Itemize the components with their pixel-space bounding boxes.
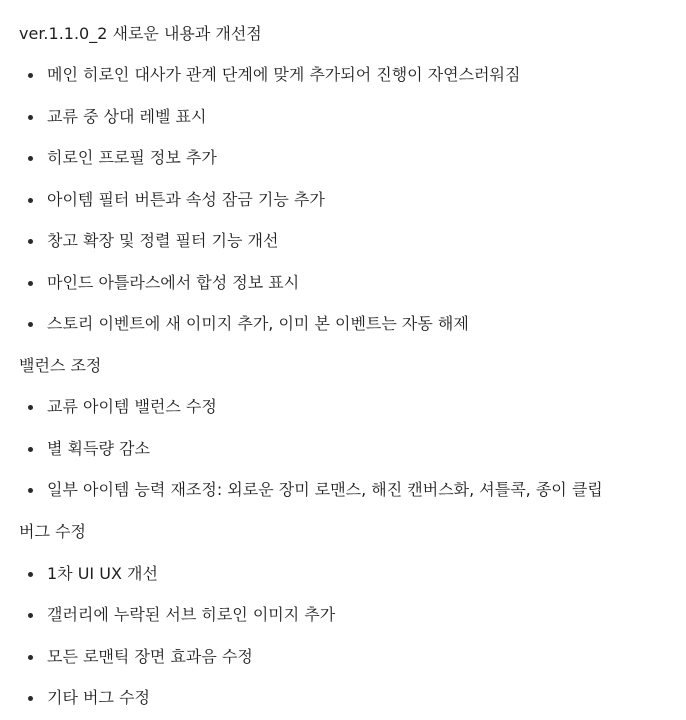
list-item [28,107,206,127]
list-item [28,273,299,293]
list-item [28,314,469,334]
section-heading-new-features: ver.1.1.0_2 새로운 내용과 개선점 [19,24,262,43]
list-item [28,647,253,667]
list-item [28,190,325,210]
bullet-icon [28,696,33,701]
list-item [28,439,150,459]
list-item-text: 1차 UI UX 개선 [47,564,158,583]
list-item-text: 히로인 프로필 정보 추가 [47,148,217,167]
list-item-text: 갤러리에 누락된 서브 히로인 이미지 추가 [47,605,336,624]
bullet-icon [28,322,33,327]
list-item-text: 스토리 이벤트에 새 이미지 추가, 이미 본 이벤트는 자동 해제 [47,314,469,333]
list-item [28,688,150,708]
list-item-text: 교류 아이템 밸런스 수정 [47,397,217,416]
list-item-text: 모든 로맨틱 장면 효과음 수정 [47,647,253,666]
bullet-icon [28,613,33,618]
list-item [28,148,217,168]
list-item-text: 일부 아이템 능력 재조정: 외로운 장미 로맨스, 해진 캔버스화, 셔틀콕, 종이 클립 [47,480,603,499]
list-item-text: 기타 버그 수정 [47,688,150,707]
section-heading-bug-fixes: 버그 수정 [19,522,86,541]
list-item-text: 아이템 필터 버튼과 속성 잠금 기능 추가 [47,190,325,209]
bullet-icon [28,447,33,452]
bullet-icon [28,156,33,161]
bullet-icon [28,405,33,410]
bullet-icon [28,115,33,120]
list-item [28,480,603,500]
list-item [28,231,278,251]
bullet-icon [28,198,33,203]
list-item [28,65,520,85]
list-item-text: 마인드 아틀라스에서 합성 정보 표시 [47,273,300,292]
list-item [28,605,335,625]
list-item-text: 창고 확장 및 정렬 필터 기능 개선 [47,231,279,250]
bullet-icon [28,239,33,244]
list-item-text: 메인 히로인 대사가 관계 단계에 맞게 추가되어 진행이 자연스러워짐 [47,65,521,84]
bullet-icon [28,281,33,286]
list-item-text: 별 획득량 감소 [47,439,150,458]
list-item-text: 교류 중 상대 레벨 표시 [47,107,207,126]
section-heading-balance: 밸런스 조정 [19,356,102,375]
list-item [28,397,217,417]
bullet-icon [28,572,33,577]
bullet-icon [28,488,33,493]
bullet-icon [28,655,33,660]
bullet-icon [28,73,33,78]
list-item [28,564,158,584]
